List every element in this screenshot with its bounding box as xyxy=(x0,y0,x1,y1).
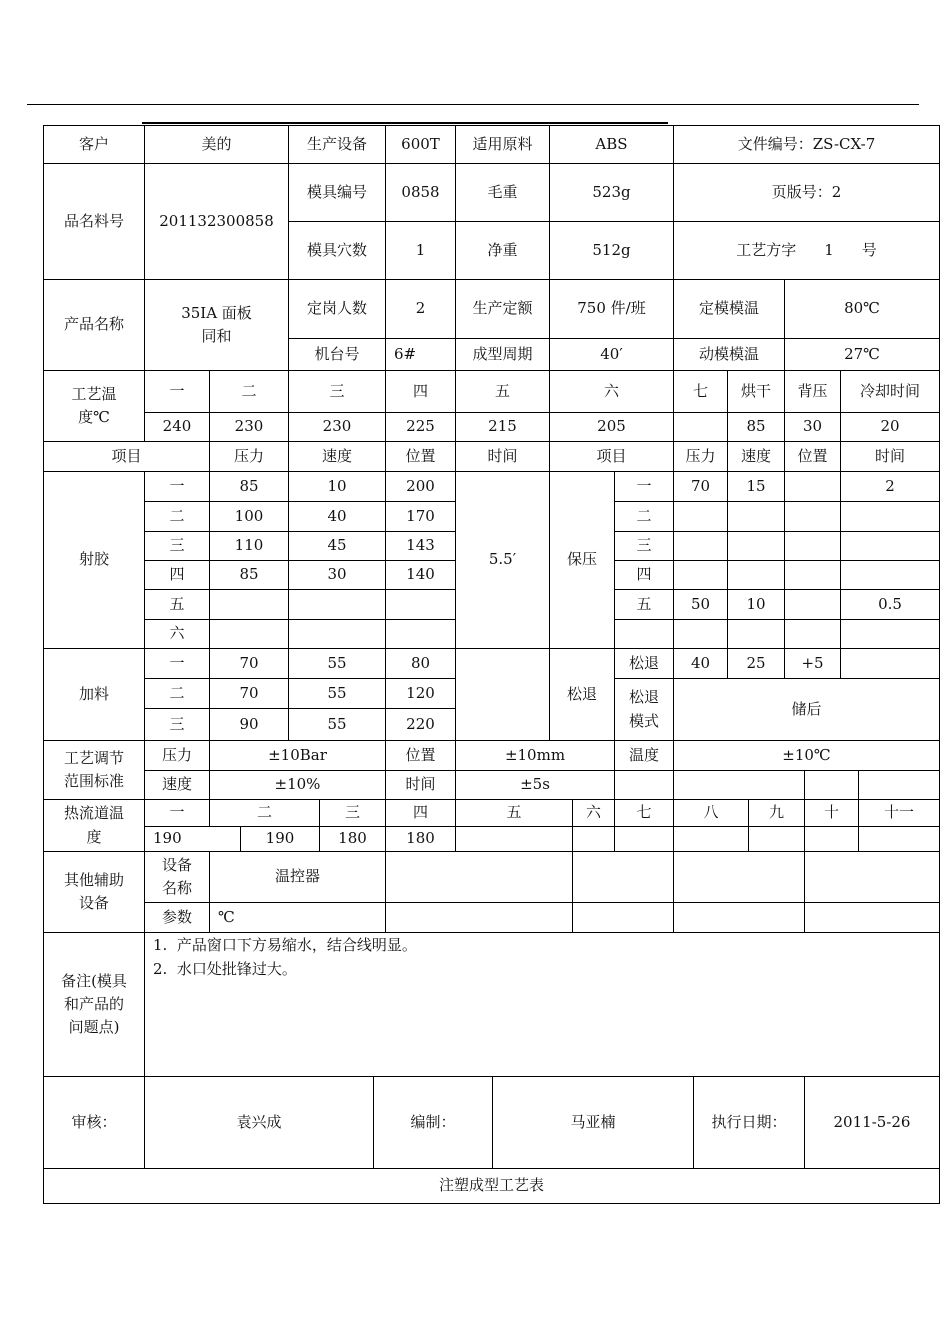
review-label: 审核： xyxy=(43,1076,145,1169)
feeding-pressure-2: 70 xyxy=(209,678,289,709)
remarks-content xyxy=(144,932,940,1077)
feeding-pressure-3: 90 xyxy=(209,708,289,741)
temp-value-5: 215 xyxy=(455,412,550,442)
temp-value-2: 230 xyxy=(209,412,289,442)
cooling-time-value: 20 xyxy=(840,412,940,442)
suckback-position: +5 xyxy=(784,648,841,679)
adjust-temp-label: 温度 xyxy=(614,740,674,771)
injection-stage-2: 二 xyxy=(144,501,210,532)
hold-speed-3 xyxy=(727,531,785,561)
hot-runner-zone-5: 五 xyxy=(455,799,573,827)
aux-param-label: 参数 xyxy=(144,902,210,933)
injection-stage-6: 六 xyxy=(144,619,210,649)
mold-no-value: 0858 xyxy=(385,163,456,222)
process-number-part-2: 1 xyxy=(824,240,834,259)
suckback-pressure: 40 xyxy=(673,648,728,679)
adjust-empty-4 xyxy=(858,770,940,800)
hold-speed-2 xyxy=(727,501,785,532)
cycle-value: 40′ xyxy=(549,338,674,371)
injection-pressure-1: 85 xyxy=(209,471,289,502)
feeding-pressure-1: 70 xyxy=(209,648,289,679)
suckback-mode-label-line-1: 松退 xyxy=(628,688,659,707)
adjust-pressure-label: 压力 xyxy=(144,740,210,771)
part-no-label: 品名料号 xyxy=(43,163,145,280)
remarks-label-line-1: 备注(模具 xyxy=(61,971,127,990)
aux-empty-6 xyxy=(572,902,674,933)
hold-position-5 xyxy=(784,589,841,620)
hot-runner-label-line-2: 度 xyxy=(86,827,102,846)
feeding-stage-3: 三 xyxy=(144,708,210,741)
feeding-position-2: 120 xyxy=(385,678,456,709)
hold-stage-6 xyxy=(614,619,674,649)
hot-runner-zone-4: 四 xyxy=(385,799,456,827)
adjust-label-line-2: 范围标准 xyxy=(63,772,124,790)
adjust-empty-1 xyxy=(614,770,674,800)
moving-mold-temp-label: 动模模温 xyxy=(673,338,785,371)
process-number-part-1: 工艺方字 xyxy=(736,240,797,259)
hold-position-4 xyxy=(784,560,841,590)
param-header-pressure: 压力 xyxy=(209,441,289,472)
hold-pressure-6 xyxy=(673,619,728,649)
hot-runner-value-4: 180 xyxy=(385,826,456,852)
hot-runner-value-8 xyxy=(673,826,749,852)
hot-runner-zone-7: 七 xyxy=(614,799,674,827)
adjust-label xyxy=(43,740,145,800)
product-name-label: 产品名称 xyxy=(43,279,145,371)
adjust-position-value: ±10mm xyxy=(455,740,615,771)
fixed-mold-temp-label: 定模模温 xyxy=(673,279,785,339)
injection-pressure-4: 85 xyxy=(209,560,289,590)
dry-label: 烘干 xyxy=(727,370,785,413)
aux-name-label-line-1: 设备 xyxy=(161,855,192,874)
hold-time-5: 0.5 xyxy=(840,589,940,620)
injection-speed-1: 10 xyxy=(288,471,386,502)
suckback-mode-value: 储后 xyxy=(673,678,940,741)
material-label: 适用原料 xyxy=(455,125,550,164)
feeding-stage-2: 二 xyxy=(144,678,210,709)
aux-empty-4 xyxy=(804,851,940,903)
injection-stage-5: 五 xyxy=(144,589,210,620)
cooling-time-label: 冷却时间 xyxy=(840,370,940,413)
feeding-speed-1: 55 xyxy=(288,648,386,679)
suckback-mode-label xyxy=(614,678,674,741)
aux-name-label xyxy=(144,851,210,903)
param-header-item-2: 项目 xyxy=(549,441,674,472)
injection-speed-6 xyxy=(288,619,386,649)
hold-position-2 xyxy=(784,501,841,532)
net-weight-value: 512g xyxy=(549,221,674,280)
hold-position-3 xyxy=(784,531,841,561)
temp-zone-6: 六 xyxy=(549,370,674,413)
injection-stage-1: 一 xyxy=(144,471,210,502)
remarks-label-line-3: 问题点) xyxy=(68,1018,120,1037)
feeding-position-3: 220 xyxy=(385,708,456,741)
injection-speed-5 xyxy=(288,589,386,620)
form-title: 注塑成型工艺表 xyxy=(43,1168,940,1204)
temp-value-4: 225 xyxy=(385,412,456,442)
hold-stage-4: 四 xyxy=(614,560,674,590)
hot-runner-value-2: 190 xyxy=(240,826,320,852)
product-name-value xyxy=(144,279,289,371)
staff-value: 2 xyxy=(385,279,456,339)
process-temp-label xyxy=(43,370,145,442)
back-pressure-label: 背压 xyxy=(784,370,841,413)
injection-label: 射胶 xyxy=(43,471,145,649)
header-rule-bold xyxy=(142,122,668,124)
hot-runner-value-9 xyxy=(748,826,805,852)
hold-speed-5: 10 xyxy=(727,589,785,620)
temp-zone-2: 二 xyxy=(209,370,289,413)
cavities-label: 模具穴数 xyxy=(288,221,386,280)
hot-runner-value-11 xyxy=(858,826,940,852)
param-header-time-2: 时间 xyxy=(840,441,940,472)
hold-speed-1: 15 xyxy=(727,471,785,502)
adjust-position-label: 位置 xyxy=(385,740,456,771)
hold-time-6 xyxy=(840,619,940,649)
product-name-value-line-2: 同和 xyxy=(201,327,232,345)
hot-runner-zone-6: 六 xyxy=(572,799,615,827)
hot-runner-zone-1: 一 xyxy=(144,799,210,827)
aux-name-label-line-2: 名称 xyxy=(161,879,192,897)
aux-empty-3 xyxy=(673,851,805,903)
temp-zone-7: 七 xyxy=(673,370,728,413)
injection-position-6 xyxy=(385,619,456,649)
customer-value: 美的 xyxy=(144,125,289,164)
gross-weight-value: 523g xyxy=(549,163,674,222)
gross-weight-label: 毛重 xyxy=(455,163,550,222)
adjust-empty-2 xyxy=(673,770,805,800)
adjust-empty-3 xyxy=(804,770,859,800)
machine-label: 机台号 xyxy=(288,338,386,371)
hold-speed-6 xyxy=(727,619,785,649)
prepare-label: 编制： xyxy=(373,1076,493,1169)
injection-position-2: 170 xyxy=(385,501,456,532)
hold-pressure-4 xyxy=(673,560,728,590)
header-rule xyxy=(27,104,919,105)
hot-runner-label-line-1: 热流道温 xyxy=(63,804,124,823)
injection-position-5 xyxy=(385,589,456,620)
injection-time: 5.5′ xyxy=(455,471,550,649)
hot-runner-zone-11: 十一 xyxy=(858,799,940,827)
hot-runner-value-6 xyxy=(572,826,615,852)
date-label: 执行日期： xyxy=(693,1076,805,1169)
feeding-speed-3: 55 xyxy=(288,708,386,741)
aux-empty-8 xyxy=(804,902,940,933)
injection-pressure-3: 110 xyxy=(209,531,289,561)
hot-runner-zone-2: 二 xyxy=(209,799,320,827)
injection-position-4: 140 xyxy=(385,560,456,590)
hot-runner-value-1: 190 xyxy=(144,826,241,852)
remark-line-1: 1. 产品窗口下方易缩水，结合线明显。 xyxy=(153,936,417,954)
net-weight-label: 净重 xyxy=(455,221,550,280)
temp-zone-1: 一 xyxy=(144,370,210,413)
adjust-time-label: 时间 xyxy=(385,770,456,800)
hot-runner-value-3: 180 xyxy=(319,826,386,852)
adjust-time-value: ±5s xyxy=(455,770,615,800)
aux-empty-1 xyxy=(385,851,573,903)
adjust-temp-value: ±10℃ xyxy=(673,740,940,771)
aux-label-line-2: 设备 xyxy=(78,894,109,912)
process-temp-label-line-1: 工艺温 xyxy=(71,384,117,403)
hot-runner-label xyxy=(43,799,145,852)
injection-position-1: 200 xyxy=(385,471,456,502)
hold-stage-1: 一 xyxy=(614,471,674,502)
file-number: 文件编号：ZS-CX-7 xyxy=(673,125,940,164)
suckback-time xyxy=(840,648,940,679)
param-header-position-2: 位置 xyxy=(784,441,841,472)
hold-time-2 xyxy=(840,501,940,532)
remarks-label-line-2: 和产品的 xyxy=(63,994,124,1013)
temp-value-1: 240 xyxy=(144,412,210,442)
feeding-position-1: 80 xyxy=(385,648,456,679)
hold-pressure-1: 70 xyxy=(673,471,728,502)
hold-speed-4 xyxy=(727,560,785,590)
param-header-item: 项目 xyxy=(43,441,210,472)
part-no-value: 201132300858 xyxy=(144,163,289,280)
hold-time-1: 2 xyxy=(840,471,940,502)
injection-stage-3: 三 xyxy=(144,531,210,561)
hold-time-3 xyxy=(840,531,940,561)
hot-runner-zone-3: 三 xyxy=(319,799,386,827)
material-value: ABS xyxy=(549,125,674,164)
quota-value: 750 件/班 xyxy=(549,279,674,339)
moving-mold-temp-value: 27℃ xyxy=(784,338,940,371)
preparer-name: 马亚楠 xyxy=(492,1076,694,1169)
adjust-speed-value: ±10% xyxy=(209,770,386,800)
hold-pressure-2 xyxy=(673,501,728,532)
injection-position-3: 143 xyxy=(385,531,456,561)
hold-position-6 xyxy=(784,619,841,649)
hot-runner-value-7 xyxy=(614,826,674,852)
hot-runner-zone-9: 九 xyxy=(748,799,805,827)
hold-stage-3: 三 xyxy=(614,531,674,561)
param-header-position: 位置 xyxy=(385,441,456,472)
adjust-label-line-1: 工艺调节 xyxy=(63,748,124,767)
suckback-label: 松退 xyxy=(549,648,615,741)
remark-line-2: 2. 水口处批锋过大。 xyxy=(153,960,297,978)
process-number xyxy=(673,221,940,280)
param-header-pressure-2: 压力 xyxy=(673,441,728,472)
execution-date: 2011-5-26 xyxy=(804,1076,940,1169)
injection-speed-3: 45 xyxy=(288,531,386,561)
aux-name-value: 温控器 xyxy=(209,851,386,903)
temp-zone-3: 三 xyxy=(288,370,386,413)
reviewer-name: 袁兴成 xyxy=(144,1076,374,1169)
machine-value: 6# xyxy=(385,338,456,371)
product-name-value-line-1: 35IA 面板 xyxy=(181,303,252,322)
hold-stage-5: 五 xyxy=(614,589,674,620)
hold-pressure-5: 50 xyxy=(673,589,728,620)
injection-speed-4: 30 xyxy=(288,560,386,590)
hot-runner-zone-10: 十 xyxy=(804,799,859,827)
adjust-pressure-value: ±10Bar xyxy=(209,740,386,771)
injection-speed-2: 40 xyxy=(288,501,386,532)
temp-zone-5: 五 xyxy=(455,370,550,413)
hold-stage-2: 二 xyxy=(614,501,674,532)
feeding-speed-2: 55 xyxy=(288,678,386,709)
suckback-mode-label-line-2: 模式 xyxy=(628,711,659,730)
staff-label: 定岗人数 xyxy=(288,279,386,339)
equipment-value: 600T xyxy=(385,125,456,164)
process-temp-label-line-2: 度℃ xyxy=(78,408,110,426)
hold-pressure-3 xyxy=(673,531,728,561)
aux-label-line-1: 其他辅助 xyxy=(63,870,124,889)
injection-pressure-6 xyxy=(209,619,289,649)
hold-label: 保压 xyxy=(549,471,615,649)
aux-param-value: ℃ xyxy=(209,902,386,933)
aux-label xyxy=(43,851,145,933)
fixed-mold-temp-value: 80℃ xyxy=(784,279,940,339)
injection-pressure-5 xyxy=(209,589,289,620)
hot-runner-value-10 xyxy=(804,826,859,852)
suckback-row-label: 松退 xyxy=(614,648,674,679)
feeding-time xyxy=(455,648,550,741)
temp-value-3: 230 xyxy=(288,412,386,442)
mold-no-label: 模具编号 xyxy=(288,163,386,222)
injection-stage-4: 四 xyxy=(144,560,210,590)
page-number: 页版号：2 xyxy=(673,163,940,222)
dry-value: 85 xyxy=(727,412,785,442)
param-header-speed-2: 速度 xyxy=(727,441,785,472)
hot-runner-value-5 xyxy=(455,826,573,852)
aux-empty-7 xyxy=(673,902,805,933)
param-header-speed: 速度 xyxy=(288,441,386,472)
hot-runner-zone-8: 八 xyxy=(673,799,749,827)
equipment-label: 生产设备 xyxy=(288,125,386,164)
suckback-speed: 25 xyxy=(727,648,785,679)
hold-time-4 xyxy=(840,560,940,590)
cavities-value: 1 xyxy=(385,221,456,280)
quota-label: 生产定额 xyxy=(455,279,550,339)
back-pressure-value: 30 xyxy=(784,412,841,442)
aux-empty-2 xyxy=(572,851,674,903)
temp-value-7 xyxy=(673,412,728,442)
injection-pressure-2: 100 xyxy=(209,501,289,532)
cycle-label: 成型周期 xyxy=(455,338,550,371)
feeding-stage-1: 一 xyxy=(144,648,210,679)
temp-zone-4: 四 xyxy=(385,370,456,413)
aux-empty-5 xyxy=(385,902,573,933)
hold-position-1 xyxy=(784,471,841,502)
temp-value-6: 205 xyxy=(549,412,674,442)
process-number-part-3: 号 xyxy=(861,240,877,259)
customer-label: 客户 xyxy=(43,125,145,164)
param-header-time: 时间 xyxy=(455,441,550,472)
adjust-speed-label: 速度 xyxy=(144,770,210,800)
feeding-label: 加料 xyxy=(43,648,145,741)
remarks-label xyxy=(43,932,145,1077)
